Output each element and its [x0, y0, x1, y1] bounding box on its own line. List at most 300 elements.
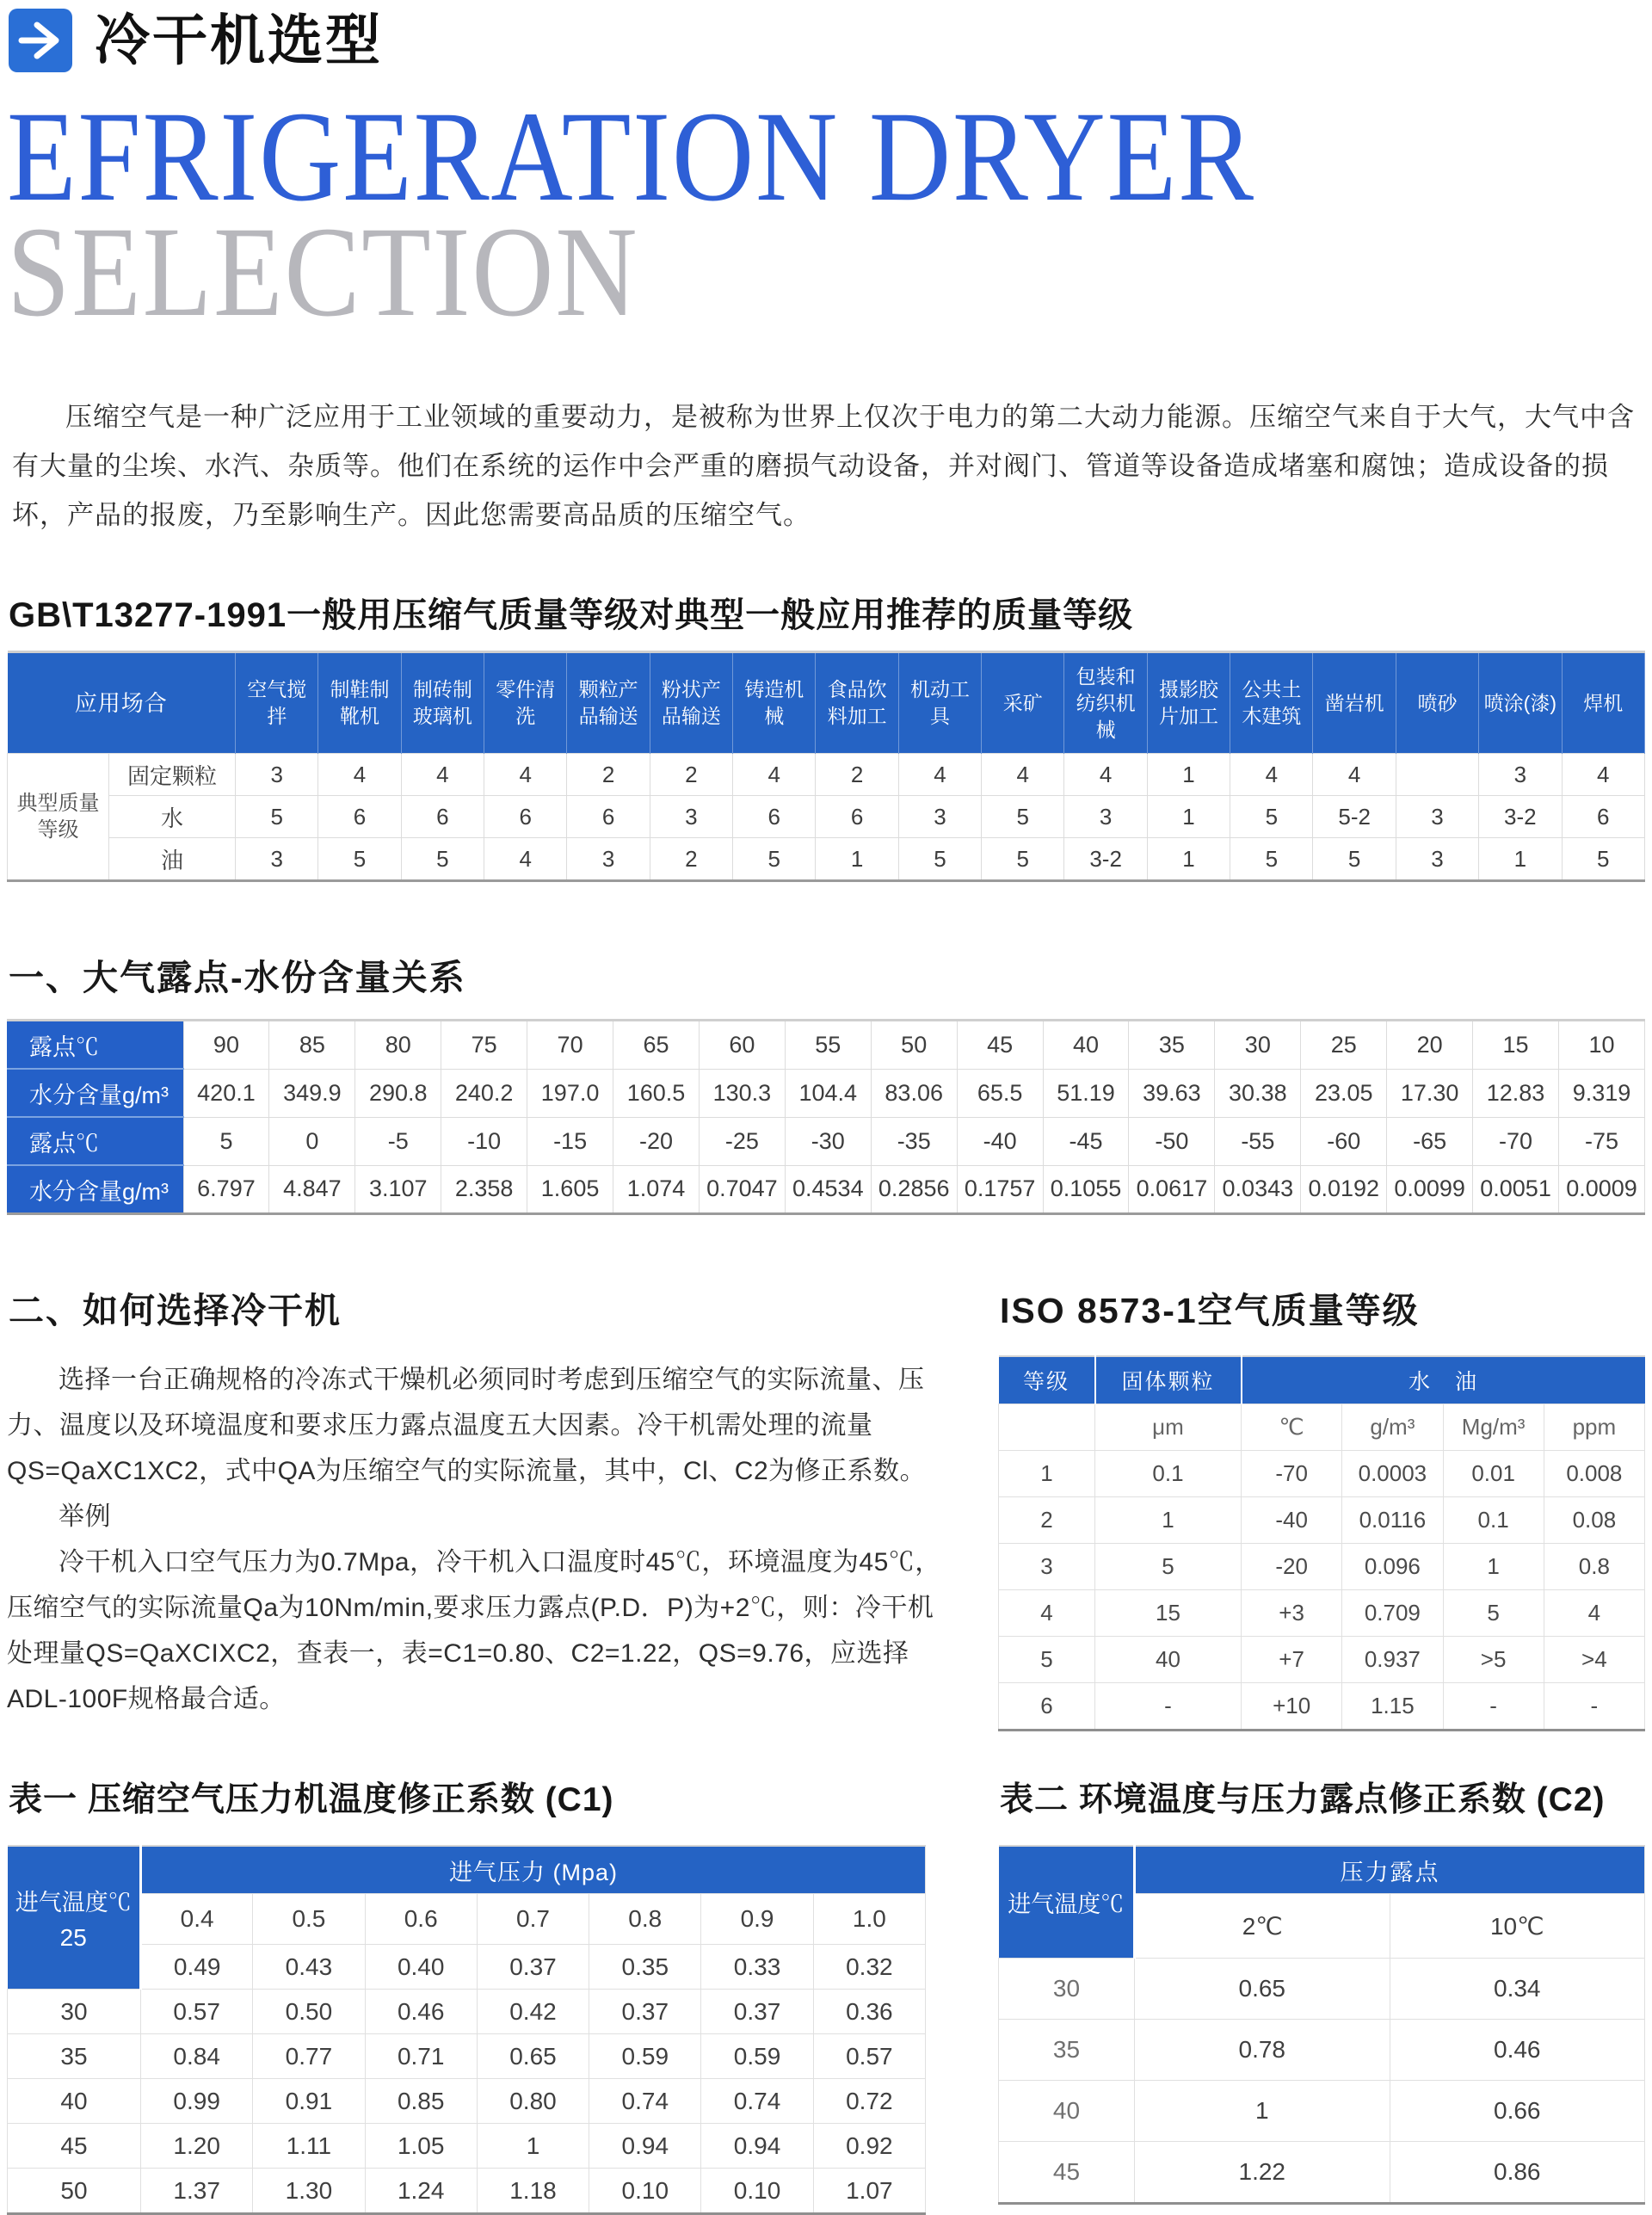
t1-temp-label: 50: [8, 2169, 141, 2214]
t1-value-cell: 1.30: [253, 2169, 365, 2214]
dew-value-cell: -30: [785, 1117, 871, 1165]
t1-value-cell: 0.84: [141, 2034, 253, 2079]
dew-value-cell: -55: [1215, 1117, 1301, 1165]
t1-value-cell: 0.57: [813, 2034, 925, 2079]
t1-value-cell: 0.57: [141, 1990, 253, 2034]
dew-value-cell: 40: [1043, 1021, 1129, 1070]
gb-row-label: 油: [109, 838, 236, 881]
grade-cell: 1: [1147, 796, 1230, 838]
t1-temp-label: 40: [8, 2079, 141, 2124]
table-row: [999, 1637, 1645, 1683]
iso-value-cell: 40: [1095, 1637, 1242, 1683]
grade-cell: 6: [733, 796, 816, 838]
grade-cell: 3: [1396, 838, 1478, 881]
dew-value-cell: 0.4534: [785, 1165, 871, 1214]
c2-correction-table: [998, 1845, 1645, 2205]
iso-value-cell: +7: [1242, 1637, 1342, 1683]
iso-solid-header: 固体颗粒: [1095, 1356, 1242, 1404]
t1-corner-header: [8, 1846, 141, 1990]
dew-value-cell: 197.0: [527, 1069, 613, 1117]
grade-cell: 5: [898, 838, 981, 881]
iso-value-cell: 1: [1095, 1497, 1242, 1544]
grade-cell: 3: [1396, 796, 1478, 838]
dew-value-cell: 0.0051: [1473, 1165, 1559, 1214]
iso-value-cell: +3: [1242, 1590, 1342, 1637]
table-row: [8, 754, 1645, 796]
gb-column-header: 焊机: [1562, 652, 1644, 754]
iso-table-title: ISO 8573-1空气质量等级: [1000, 1291, 1420, 1330]
dew-row-label: 水分含量g/m³: [7, 1069, 183, 1117]
iso-value-cell: 5: [1443, 1590, 1544, 1637]
iso-grade-header: 等级: [999, 1356, 1095, 1404]
iso-value-cell: >5: [1443, 1637, 1544, 1683]
grade-cell: 6: [1562, 796, 1644, 838]
gb-column-header: 凿岩机: [1313, 652, 1396, 754]
dew-value-cell: 349.9: [269, 1069, 355, 1117]
grade-cell: 6: [484, 796, 567, 838]
dew-value-cell: 0: [269, 1117, 355, 1165]
dew-value-cell: 1.605: [527, 1165, 613, 1214]
t1-value-cell: 0.33: [701, 1945, 813, 1990]
table-row: [999, 1683, 1645, 1731]
dew-value-cell: 60: [699, 1021, 785, 1070]
iso-value-cell: -40: [1242, 1497, 1342, 1544]
dew-value-cell: -15: [527, 1117, 613, 1165]
dew-point-table: [7, 1019, 1645, 1215]
t2-value-cell: 0.78: [1135, 2020, 1390, 2081]
c1-correction-table: [7, 1845, 926, 2215]
section1-title: 一、大气露点-水份含量关系: [9, 958, 466, 997]
dew-value-cell: 290.8: [355, 1069, 441, 1117]
t1-pressure-header: 1.0: [813, 1894, 925, 1945]
grade-cell: 3: [236, 838, 318, 881]
dew-value-cell: 160.5: [613, 1069, 700, 1117]
t1-first-value-row: [8, 1945, 926, 1990]
grade-cell: 3: [1064, 796, 1147, 838]
t1-value-cell: 0.92: [813, 2124, 925, 2169]
iso-value-cell: -: [1544, 1683, 1644, 1731]
dew-value-cell: -50: [1129, 1117, 1215, 1165]
t1-value-cell: 0.32: [813, 1945, 925, 1990]
dew-value-cell: 51.19: [1043, 1069, 1129, 1117]
dew-value-cell: 9.319: [1559, 1069, 1645, 1117]
grade-cell: 4: [1313, 754, 1396, 796]
intro-paragraph: 压缩空气是一种广泛应用于工业领域的重要动力，是被称为世界上仅次于电力的第二大动力能源。压缩空气来自于大气，大气中含有大量的尘埃、水汽、杂质等。他们在系统的运作中会严重的磨损气动设备，并对阀门、管道等设备造成堵塞和腐蚀；造成设备的损坏，产品的报废，乃至影响生产。因此您需要高品质的压缩空气。: [12, 402, 1635, 530]
grade-cell: 5-2: [1313, 796, 1396, 838]
t1-value-cell: 0.37: [701, 1990, 813, 2034]
grade-cell: 5: [1313, 838, 1396, 881]
t2-value-cell: 0.34: [1390, 1959, 1645, 2020]
iso-value-cell: 1: [1443, 1544, 1544, 1590]
t2-temp-label: 40: [999, 2081, 1135, 2142]
t1-value-cell: 1.05: [365, 2124, 477, 2169]
dew-value-cell: 30.38: [1215, 1069, 1301, 1117]
t1-value-cell: 0.85: [365, 2079, 477, 2124]
dew-value-cell: 70: [527, 1021, 613, 1070]
t2-temp-label: 45: [999, 2142, 1135, 2204]
t1-value-cell: 0.99: [141, 2079, 253, 2124]
iso-value-cell: 0.8: [1544, 1544, 1644, 1590]
t1-value-cell: 0.50: [253, 1990, 365, 2034]
grade-cell: 5: [236, 796, 318, 838]
grade-cell: 5: [1230, 838, 1313, 881]
t1-value-cell: 0.43: [253, 1945, 365, 1990]
grade-cell: 2: [567, 754, 650, 796]
dew-value-cell: 130.3: [699, 1069, 785, 1117]
dew-value-cell: 1.074: [613, 1165, 700, 1214]
grade-cell: [1396, 754, 1478, 796]
iso-header-row: [999, 1356, 1645, 1404]
t1-value-cell: 0.59: [701, 2034, 813, 2079]
dew-value-cell: 45: [957, 1021, 1043, 1070]
dew-value-cell: -40: [957, 1117, 1043, 1165]
gb-column-header: 公共土木建筑: [1230, 652, 1313, 754]
table-row: [7, 1069, 1645, 1117]
t1-value-cell: 1.24: [365, 2169, 477, 2214]
t1-value-cell: 0.10: [701, 2169, 813, 2214]
dew-value-cell: -65: [1387, 1117, 1473, 1165]
grade-cell: 1: [1147, 754, 1230, 796]
dew-value-cell: 85: [269, 1021, 355, 1070]
dew-value-cell: 420.1: [183, 1069, 269, 1117]
grade-cell: 3: [236, 754, 318, 796]
grade-cell: 4: [484, 754, 567, 796]
dew-value-cell: -45: [1043, 1117, 1129, 1165]
gb-column-header: 制砖制玻璃机: [401, 652, 484, 754]
table-row: [7, 1021, 1645, 1070]
gb-column-header: 食品饮料加工: [816, 652, 898, 754]
table-row: [8, 2124, 926, 2169]
iso-value-cell: 0.937: [1342, 1637, 1443, 1683]
middle-columns: [7, 1282, 1645, 1731]
iso-value-cell: +10: [1242, 1683, 1342, 1731]
iso-value-cell: 0.709: [1342, 1590, 1443, 1637]
grade-cell: 5: [982, 838, 1064, 881]
table-row: [999, 2142, 1645, 2204]
t1-value-cell: 0.80: [477, 2079, 589, 2124]
selection-paragraph: 选择一台正确规格的冷冻式干燥机必须同时考虑到压缩空气的实际流量、压力、温度以及环境温度和要求压力露点温度五大因素。冷干机需处理的流量QS=QaXC1XC2，式中QA为压缩空气的实际流量，其中，Cl、C2为修正系数。: [7, 1366, 927, 1485]
english-title-line2: SELECTION: [7, 201, 639, 343]
gb-column-header: 喷涂(漆): [1479, 652, 1562, 754]
gb-row-group: 典型质量等级: [8, 754, 109, 881]
dew-value-cell: -20: [613, 1117, 700, 1165]
iso-value-cell: 0.0116: [1342, 1497, 1443, 1544]
t2-band-row: [999, 1846, 1645, 1894]
grade-cell: 1: [1479, 838, 1562, 881]
dew-value-cell: -10: [441, 1117, 527, 1165]
iso-value-cell: 4: [999, 1590, 1095, 1637]
iso-blank-cell: [999, 1404, 1095, 1451]
gb-column-header: 粉状产品输送: [650, 652, 732, 754]
iso-column: [998, 1282, 1645, 1731]
dew-value-cell: 75: [441, 1021, 527, 1070]
page-title: 冷干机选型: [95, 9, 383, 71]
table-row: [999, 1451, 1645, 1497]
t1-pressure-header: 0.9: [701, 1894, 813, 1945]
grade-cell: 4: [1562, 754, 1644, 796]
dew-value-cell: 55: [785, 1021, 871, 1070]
example-paragraph: 冷干机入口空气压力为0.7Mpa，冷干机入口温度时45℃，环境温度为45℃，压缩空气的实际流量Qa为10Nm/min,要求压力露点(P.D．P)为+2℃，则：冷干机处理量QS=QaXCIXC2，查表一，表=C1=0.80、C2=1.22，QS=9.76，应选择ADL-100F规格最合适。: [7, 1548, 941, 1713]
iso-value-cell: -: [1095, 1683, 1242, 1731]
grade-cell: 4: [982, 754, 1064, 796]
t2-value-cell: 0.86: [1390, 2142, 1645, 2204]
dew-value-cell: 240.2: [441, 1069, 527, 1117]
grade-cell: 6: [567, 796, 650, 838]
grade-cell: 6: [816, 796, 898, 838]
t1-value-cell: 1: [477, 2124, 589, 2169]
grade-cell: 4: [898, 754, 981, 796]
t1-value-cell: 0.59: [589, 2034, 701, 2079]
dew-value-cell: 80: [355, 1021, 441, 1070]
dew-value-cell: 0.0192: [1301, 1165, 1387, 1214]
t2-value-cell: 0.66: [1390, 2081, 1645, 2142]
dew-value-cell: 90: [183, 1021, 269, 1070]
iso-value-cell: >4: [1544, 1637, 1644, 1683]
grade-cell: 1: [1147, 838, 1230, 881]
gb-column-header: 制鞋制靴机: [318, 652, 401, 754]
iso-unit-header: ℃: [1242, 1404, 1342, 1451]
grade-cell: 4: [733, 754, 816, 796]
page-header: [7, 7, 1645, 74]
t1-value-cell: 0.46: [365, 1990, 477, 2034]
table1-title: 表一 压缩空气压力机温度修正系数 (C1): [9, 1781, 614, 1818]
gb-header-row: [8, 652, 1645, 754]
grade-cell: 4: [401, 754, 484, 796]
dew-value-cell: -5: [355, 1117, 441, 1165]
dew-row-label: 水分含量g/m³: [7, 1165, 183, 1214]
grade-cell: 3-2: [1479, 796, 1562, 838]
t1-value-cell: 1.37: [141, 2169, 253, 2214]
grade-cell: 3: [1479, 754, 1562, 796]
grade-cell: 2: [650, 754, 732, 796]
iso-value-cell: 15: [1095, 1590, 1242, 1637]
gb-row-label: 水: [109, 796, 236, 838]
iso-value-cell: 0.01: [1443, 1451, 1544, 1497]
t1-value-cell: 0.65: [477, 2034, 589, 2079]
t1-band-row: [8, 1846, 926, 1894]
table-row: [8, 1990, 926, 2034]
grade-cell: 4: [318, 754, 401, 796]
dew-value-cell: 10: [1559, 1021, 1645, 1070]
iso-unit-header: g/m³: [1342, 1404, 1443, 1451]
table-row: [7, 1117, 1645, 1165]
iso-value-cell: 1.15: [1342, 1683, 1443, 1731]
t1-value-cell: 0.74: [589, 2079, 701, 2124]
iso-value-cell: 0.008: [1544, 1451, 1644, 1497]
dew-value-cell: 0.0099: [1387, 1165, 1473, 1214]
gb-table-title: GB\T13277-1991一般用压缩气质量等级对典型一般应用推荐的质量等级: [9, 596, 1134, 634]
dew-value-cell: 15: [1473, 1021, 1559, 1070]
grade-cell: 4: [484, 838, 567, 881]
iso-water-oil-header: 水 油: [1242, 1356, 1645, 1404]
table-row: [8, 796, 1645, 838]
dew-value-cell: 65.5: [957, 1069, 1043, 1117]
t1-value-cell: 0.37: [589, 1990, 701, 2034]
dew-value-cell: 4.847: [269, 1165, 355, 1214]
dew-value-cell: 0.0617: [1129, 1165, 1215, 1214]
dew-value-cell: 0.7047: [699, 1165, 785, 1214]
t1-pressure-header: 0.8: [589, 1894, 701, 1945]
t1-temp-label: 30: [8, 1990, 141, 2034]
t1-value-cell: 0.94: [701, 2124, 813, 2169]
dew-value-cell: 35: [1129, 1021, 1215, 1070]
t2-value-cell: 0.46: [1390, 2020, 1645, 2081]
t1-pressure-header: 0.6: [365, 1894, 477, 1945]
t1-value-cell: 1.11: [253, 2124, 365, 2169]
grade-cell: 4: [1230, 754, 1313, 796]
grade-cell: 3-2: [1064, 838, 1147, 881]
dew-value-cell: 30: [1215, 1021, 1301, 1070]
selection-guide-column: [7, 1282, 943, 1731]
grade-cell: 5: [1562, 838, 1644, 881]
iso-value-cell: 2: [999, 1497, 1095, 1544]
t2-value-cell: 0.65: [1135, 1959, 1390, 2020]
gb-column-header: 摄影胶片加工: [1147, 652, 1230, 754]
iso-value-cell: 0.1: [1443, 1497, 1544, 1544]
t1-value-cell: 1.07: [813, 2169, 925, 2214]
bottom-columns: [7, 1773, 1645, 2215]
t1-value-cell: 0.40: [365, 1945, 477, 1990]
grade-cell: 3: [898, 796, 981, 838]
grade-cell: 6: [318, 796, 401, 838]
iso-value-cell: 1: [999, 1451, 1095, 1497]
iso-air-quality-table: [998, 1355, 1645, 1731]
t1-value-cell: 0.10: [589, 2169, 701, 2214]
t1-value-cell: 0.91: [253, 2079, 365, 2124]
dew-value-cell: 23.05: [1301, 1069, 1387, 1117]
iso-value-cell: 5: [999, 1637, 1095, 1683]
gb-column-header: 喷砂: [1396, 652, 1478, 754]
dew-row-label: 露点℃: [7, 1021, 183, 1070]
iso-value-cell: -20: [1242, 1544, 1342, 1590]
table-row: [999, 1590, 1645, 1637]
grade-cell: 5: [982, 796, 1064, 838]
table-row: [8, 2169, 926, 2214]
iso-value-cell: 0.1: [1095, 1451, 1242, 1497]
iso-unit-header: ppm: [1544, 1404, 1644, 1451]
t2-corner-header: 进气温度℃: [999, 1846, 1135, 1959]
dew-value-cell: 83.06: [871, 1069, 957, 1117]
gb-column-header: 包装和纺织机械: [1064, 652, 1147, 754]
gb-corner-header: 应用场合: [8, 652, 236, 754]
t1-pressure-header: 0.7: [477, 1894, 589, 1945]
table-row: [7, 1165, 1645, 1214]
grade-cell: 5: [401, 838, 484, 881]
t1-corner-temp: 25: [59, 1924, 87, 1951]
t2-dewpoint-band: 压力露点: [1135, 1846, 1645, 1894]
dew-value-cell: 25: [1301, 1021, 1387, 1070]
grade-cell: 2: [816, 754, 898, 796]
iso-value-cell: 0.08: [1544, 1497, 1644, 1544]
iso-value-cell: 0.0003: [1342, 1451, 1443, 1497]
t1-pressure-header: 0.5: [253, 1894, 365, 1945]
grade-cell: 6: [401, 796, 484, 838]
table-row: [999, 1544, 1645, 1590]
t2-temp-label: 30: [999, 1959, 1135, 2020]
t1-temp-label: 35: [8, 2034, 141, 2079]
grade-cell: 5: [733, 838, 816, 881]
table1-column: [7, 1773, 926, 2215]
gb-column-header: 颗粒产品输送: [567, 652, 650, 754]
english-title-line1: EFRIGERATION DRYER: [7, 85, 1255, 228]
t1-value-cell: 0.77: [253, 2034, 365, 2079]
t1-value-cell: 1.18: [477, 2169, 589, 2214]
dew-value-cell: -60: [1301, 1117, 1387, 1165]
iso-units-row: [999, 1404, 1645, 1451]
grade-cell: 5: [318, 838, 401, 881]
iso-value-cell: 3: [999, 1544, 1095, 1590]
grade-cell: 1: [816, 838, 898, 881]
t1-pressure-band: 进气压力 (Mpa): [141, 1846, 926, 1894]
dew-value-cell: 5: [183, 1117, 269, 1165]
dew-value-cell: 17.30: [1387, 1069, 1473, 1117]
t1-value-cell: 0.35: [589, 1945, 701, 1990]
dew-value-cell: 20: [1387, 1021, 1473, 1070]
dew-value-cell: 50: [871, 1021, 957, 1070]
gb-column-header: 采矿: [982, 652, 1064, 754]
t2-dewpoint-header: 2℃: [1135, 1894, 1390, 1959]
table-row: [999, 2081, 1645, 2142]
t1-value-cell: 0.36: [813, 1990, 925, 2034]
table-row: [8, 2079, 926, 2124]
section2-title: 二、如何选择冷干机: [9, 1291, 342, 1330]
iso-value-cell: 0.096: [1342, 1544, 1443, 1590]
iso-value-cell: -: [1443, 1683, 1544, 1731]
table-row: [999, 1959, 1645, 2020]
grade-cell: 4: [1064, 754, 1147, 796]
t1-value-cell: 0.42: [477, 1990, 589, 2034]
t1-corner-label: 进气温度℃: [15, 1890, 132, 1916]
gb-quality-table: [7, 651, 1645, 882]
iso-unit-header: μm: [1095, 1404, 1242, 1451]
t1-value-cell: 1.20: [141, 2124, 253, 2169]
arrow-right-icon: [9, 9, 72, 72]
gb-column-header: 零件清洗: [484, 652, 567, 754]
table2-column: [998, 1773, 1645, 2215]
grade-cell: 2: [650, 838, 732, 881]
table-row: [999, 2020, 1645, 2081]
t2-value-cell: 1: [1135, 2081, 1390, 2142]
dew-value-cell: 2.358: [441, 1165, 527, 1214]
t1-value-cell: 0.49: [141, 1945, 253, 1990]
dew-value-cell: 0.1757: [957, 1165, 1043, 1214]
iso-value-cell: 4: [1544, 1590, 1644, 1637]
iso-value-cell: 6: [999, 1683, 1095, 1731]
dew-value-cell: -75: [1559, 1117, 1645, 1165]
dew-row-label: 露点℃: [7, 1117, 183, 1165]
t1-value-cell: 0.37: [477, 1945, 589, 1990]
dew-value-cell: 0.1055: [1043, 1165, 1129, 1214]
dew-value-cell: 0.2856: [871, 1165, 957, 1214]
table-row: [999, 1497, 1645, 1544]
dew-value-cell: 39.63: [1129, 1069, 1215, 1117]
t1-temp-label: 45: [8, 2124, 141, 2169]
gb-column-header: 空气搅拌: [236, 652, 318, 754]
iso-unit-header: Mg/m³: [1443, 1404, 1544, 1451]
t2-dewpoint-header: 10℃: [1390, 1894, 1645, 1959]
dew-value-cell: 3.107: [355, 1165, 441, 1214]
t1-value-cell: 0.72: [813, 2079, 925, 2124]
example-label: 举例: [59, 1502, 111, 1531]
t2-value-cell: 1.22: [1135, 2142, 1390, 2204]
table2-title: 表二 环境温度与压力露点修正系数 (C2): [1000, 1781, 1606, 1818]
dew-value-cell: 12.83: [1473, 1069, 1559, 1117]
dew-value-cell: -35: [871, 1117, 957, 1165]
grade-cell: 3: [567, 838, 650, 881]
dew-value-cell: -70: [1473, 1117, 1559, 1165]
table-row: [8, 838, 1645, 881]
t1-value-cell: 0.74: [701, 2079, 813, 2124]
